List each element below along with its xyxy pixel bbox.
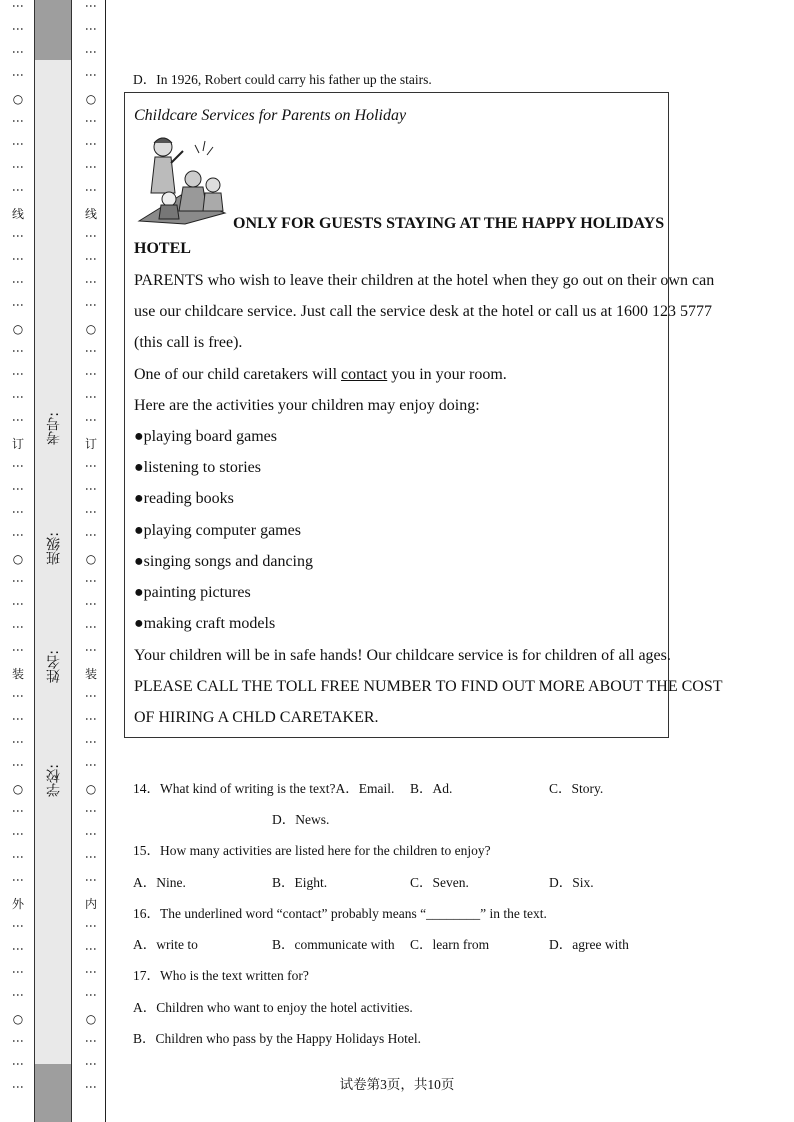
inner-dot: ⋮ [84, 736, 98, 748]
outer-dot: ⋮ [11, 115, 25, 127]
page-footer: 试卷第3页，共10页 [339, 1077, 455, 1092]
outer-dot: ⋮ [11, 161, 25, 173]
outer-dot: ⋮ [11, 874, 25, 886]
inner-dot: ⋮ [84, 391, 98, 403]
question-16-option-b: B．communicate with [272, 937, 395, 952]
inner-dot: ⋮ [84, 920, 98, 932]
inner-dot: ⋮ [84, 759, 98, 771]
outer-dot: ⋮ [11, 0, 25, 12]
inner-circle-mark: ○ [85, 782, 97, 796]
outer-dot: ⋮ [11, 529, 25, 541]
activity-item: ●listening to stories [134, 459, 261, 476]
inner-dot: ⋮ [84, 161, 98, 173]
paragraph-2-part-b: you in your room. [387, 366, 507, 383]
passage-box [124, 92, 723, 738]
inner-dot: ⋮ [84, 276, 98, 288]
inner-binding-mark: 装 [85, 667, 98, 681]
outer-dot: ⋮ [11, 23, 25, 35]
inner-dot: ⋮ [84, 1058, 98, 1070]
activity-item: ●singing songs and dancing [134, 553, 313, 570]
inner-dot: ⋮ [84, 1035, 98, 1047]
inner-dot: ⋮ [84, 828, 98, 840]
inner-dot: ⋮ [84, 598, 98, 610]
label-class: 班级: [46, 532, 62, 565]
outer-dot: ⋮ [11, 483, 25, 495]
question-17-stem: 17．Who is the text written for? [133, 968, 309, 983]
inner-dot: ⋮ [84, 529, 98, 541]
outer-dot: ⋮ [11, 966, 25, 978]
question-14-option-c: C．Story. [549, 781, 604, 796]
outer-dot: ⋮ [11, 138, 25, 150]
outer-dot: ⋮ [11, 943, 25, 955]
outer-dot: ⋮ [11, 736, 25, 748]
outer-dot: ⋮ [11, 69, 25, 81]
outer-circle-mark: ○ [12, 1012, 24, 1026]
outer-dot: ⋮ [11, 1058, 25, 1070]
outer-dotted-line [12, 0, 24, 1122]
question-15-option-b: B．Eight. [272, 875, 328, 890]
question-14-option-b: B．Ad. [410, 781, 453, 796]
outer-dot: ⋮ [11, 368, 25, 380]
inner-dotted-line [85, 0, 97, 1122]
inner-dot: ⋮ [84, 299, 98, 311]
inner-dot: ⋮ [84, 184, 98, 196]
outer-dot: ⋮ [11, 506, 25, 518]
outer-dot: ⋮ [11, 920, 25, 932]
outer-binding-mark: 订 [12, 437, 25, 451]
outer-dot: ⋮ [11, 713, 25, 725]
children-playing-illustration [135, 133, 227, 225]
inner-dot: ⋮ [84, 23, 98, 35]
outer-dot: ⋮ [11, 575, 25, 587]
prev-option-d: D．In 1926, Robert could carry his father up the stairs. [133, 72, 432, 87]
outer-dot: ⋮ [11, 621, 25, 633]
outer-dot: ⋮ [11, 46, 25, 58]
question-14-option-d: D．News. [272, 812, 330, 827]
question-14 [133, 777, 394, 797]
inner-dot: ⋮ [84, 368, 98, 380]
inner-binding-mark: 订 [85, 437, 98, 451]
passage-title: Childcare Services for Parents on Holiday [134, 107, 407, 124]
inner-circle-mark: ○ [85, 322, 97, 336]
inner-dot: ⋮ [84, 345, 98, 357]
outer-dot: ⋮ [11, 805, 25, 817]
inner-dot: ⋮ [84, 460, 98, 472]
activity-item: ●making craft models [134, 615, 276, 632]
inner-dot: ⋮ [84, 506, 98, 518]
outer-dot: ⋮ [11, 276, 25, 288]
inner-dot: ⋮ [84, 851, 98, 863]
question-17-option-b: B．Children who pass by the Happy Holidays Hotel. [133, 1031, 421, 1046]
outer-binding-mark: 装 [12, 667, 25, 681]
outer-dot: ⋮ [11, 690, 25, 702]
inner-dot: ⋮ [84, 713, 98, 725]
inner-dot: ⋮ [84, 0, 98, 12]
outer-dot: ⋮ [11, 230, 25, 242]
inner-dot: ⋮ [84, 138, 98, 150]
outer-dot: ⋮ [11, 184, 25, 196]
inner-dot: ⋮ [84, 805, 98, 817]
outer-dot: ⋮ [11, 644, 25, 656]
outer-dot: ⋮ [11, 851, 25, 863]
binding-strip [34, 0, 72, 1122]
label-name: 姓名: [46, 650, 62, 683]
inner-dot: ⋮ [84, 966, 98, 978]
inner-dot: ⋮ [84, 230, 98, 242]
question-15-option-d: D．Six. [549, 875, 594, 890]
inner-dot: ⋮ [84, 690, 98, 702]
activity-item: ●reading books [134, 490, 234, 507]
inner-dot: ⋮ [84, 414, 98, 426]
inner-dot: ⋮ [84, 115, 98, 127]
question-14-option-a: A．Email. [335, 781, 395, 796]
inner-circle-mark: ○ [85, 92, 97, 106]
outer-binding-mark: 外 [12, 897, 25, 911]
inner-dot: ⋮ [84, 644, 98, 656]
outer-dot: ⋮ [11, 299, 25, 311]
question-17-option-a: A．Children who want to enjoy the hotel activities. [133, 1000, 413, 1015]
underlined-word-contact: contact [341, 366, 388, 383]
paragraph-3: Here are the activities your children may enjoy doing: [134, 397, 480, 414]
outer-binding-mark: 线 [12, 207, 25, 221]
question-15-option-c: C．Seven. [410, 875, 469, 890]
question-16-option-a: A．write to [133, 937, 198, 952]
activity-item: ●playing computer games [134, 522, 301, 539]
outer-circle-mark: ○ [12, 782, 24, 796]
outer-dot: ⋮ [11, 828, 25, 840]
outer-dot: ⋮ [11, 1035, 25, 1047]
question-15-option-a: A．Nine. [133, 875, 186, 890]
passage-heading-1: ONLY FOR GUESTS STAYING AT THE HAPPY HOLIDAYS [233, 215, 665, 232]
paragraph-5-line-1: PLEASE CALL THE TOLL FREE NUMBER TO FIND OUT MORE ABOUT THE COST [134, 678, 723, 695]
paragraph-4: Your children will be in safe hands! Our childcare service is for children of all ages. [134, 647, 671, 664]
paragraph-2 [134, 366, 507, 384]
question-16-stem: 16．The underlined word “contact” probably means “________” in the text. [133, 906, 547, 921]
outer-dot: ⋮ [11, 253, 25, 265]
inner-dot: ⋮ [84, 483, 98, 495]
question-16-option-c: C．learn from [410, 937, 490, 952]
outer-circle-mark: ○ [12, 92, 24, 106]
paragraph-5-line-2: OF HIRING A CHLD CARETAKER. [134, 709, 379, 726]
paragraph-1-line-1: PARENTS who wish to leave their children at the hotel when they go out on their own can [134, 272, 715, 289]
outer-dot: ⋮ [11, 759, 25, 771]
paragraph-1-line-2: use our childcare service. Just call the service desk at the hotel or call us at 1600 123 5777 [134, 303, 713, 320]
strip-top-block [35, 0, 71, 60]
outer-dot: ⋮ [11, 345, 25, 357]
activity-item: ●painting pictures [134, 584, 251, 601]
paragraph-2-part-a: One of our child caretakers will [134, 366, 342, 383]
inner-dot: ⋮ [84, 874, 98, 886]
question-15-stem: 15．How many activities are listed here for the children to enjoy? [133, 843, 491, 858]
question-14-stem: 14．What kind of writing is the text? [133, 781, 336, 796]
inner-binding-mark: 内 [85, 897, 98, 911]
question-16-option-d: D．agree with [549, 937, 629, 952]
inner-dot: ⋮ [84, 46, 98, 58]
inner-dot: ⋮ [84, 621, 98, 633]
inner-circle-mark: ○ [85, 552, 97, 566]
outer-dot: ⋮ [11, 414, 25, 426]
inner-dot: ⋮ [84, 1081, 98, 1093]
activity-item: ●playing board games [134, 428, 277, 445]
outer-dot: ⋮ [11, 989, 25, 1001]
inner-dot: ⋮ [84, 989, 98, 1001]
inner-circle-mark: ○ [85, 1012, 97, 1026]
outer-circle-mark: ○ [12, 322, 24, 336]
label-school: 学校: [46, 764, 62, 797]
outer-dot: ⋮ [11, 598, 25, 610]
outer-dot: ⋮ [11, 1081, 25, 1093]
label-exam-number: 考号: [46, 412, 62, 445]
inner-binding-mark: 线 [85, 207, 98, 221]
inner-dot: ⋮ [84, 69, 98, 81]
outer-dot: ⋮ [11, 460, 25, 472]
margin-rule [105, 0, 106, 1122]
paragraph-1-line-3: (this call is free). [134, 334, 243, 351]
inner-dot: ⋮ [84, 253, 98, 265]
inner-dot: ⋮ [84, 943, 98, 955]
outer-dot: ⋮ [11, 391, 25, 403]
passage-heading-2: HOTEL [134, 240, 191, 257]
inner-dot: ⋮ [84, 575, 98, 587]
outer-circle-mark: ○ [12, 552, 24, 566]
